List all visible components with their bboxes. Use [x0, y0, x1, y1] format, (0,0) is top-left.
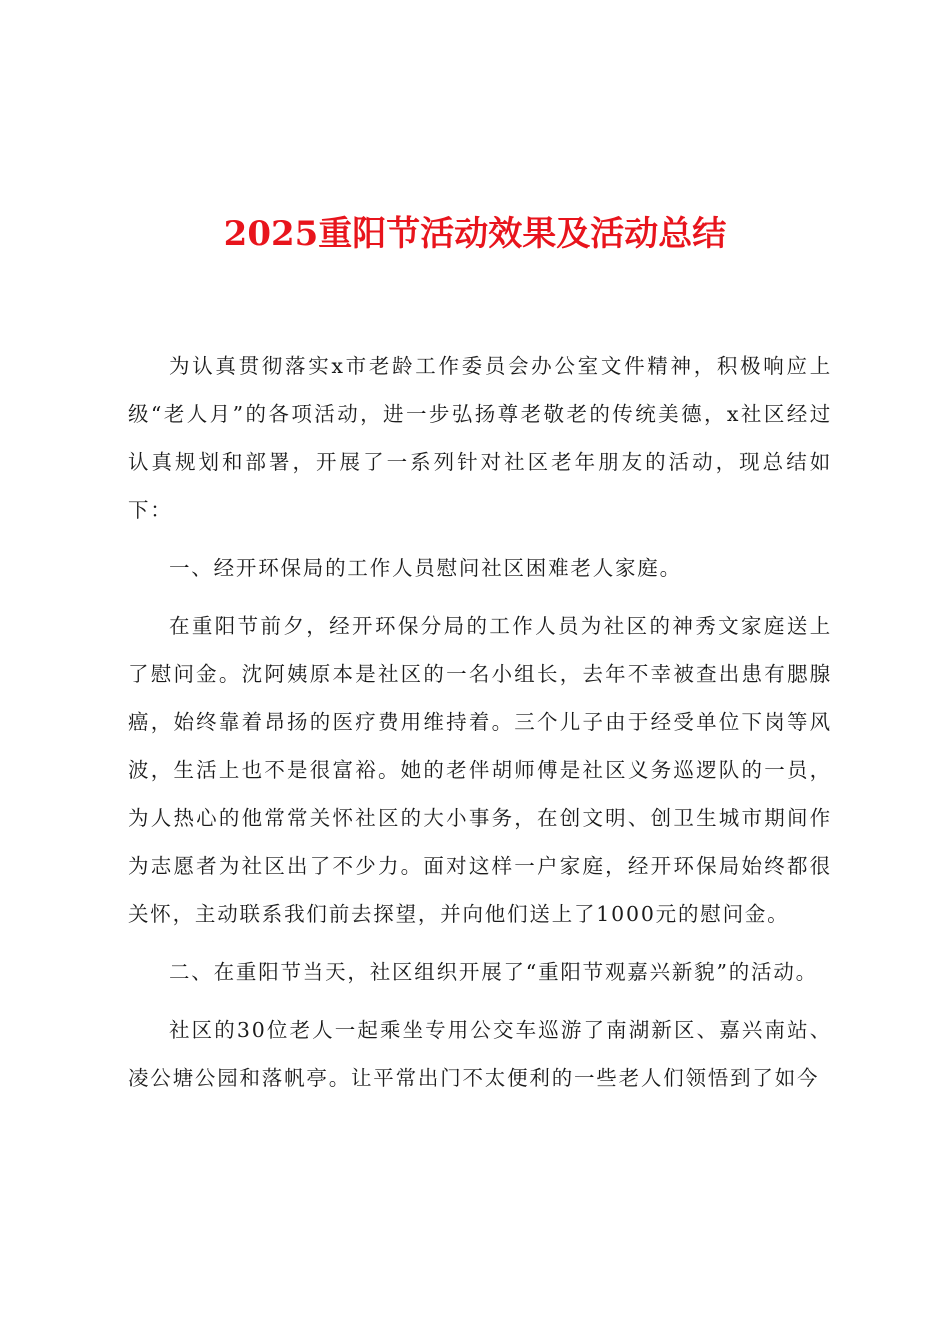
document-title: 2025重阳节活动效果及活动总结: [223, 214, 727, 254]
section-paragraph-2: 社区的30位老人一起乘坐专用公交车巡游了南湖新区、嘉兴南站、凌公塘公园和落帆亭。让平常出门不太便利的一些老人们领悟到了如今: [128, 1018, 832, 1090]
intro-paragraph: 为认真贯彻落实x市老龄工作委员会办公室文件精神，积极响应上级“老人月”的各项活动，进一步弘扬尊老敬老的传统美德，x社区经过认真规划和部署，开展了一系列针对社区老年朋友的活动，现总结如下：: [128, 354, 832, 522]
section-heading-2: 二、在重阳节当天，社区组织开展了“重阳节观嘉兴新貌”的活动。: [169, 960, 818, 984]
section-paragraph-1: 在重阳节前夕，经开环保分局的工作人员为社区的神秀文家庭送上了慰问金。沈阿姨原本是社区的一名小组长，去年不幸被查出患有腮腺癌，始终靠着昂扬的医疗费用维持着。三个儿子由于经受单位下岗等风波，生活上也不是很富裕。她的老伴胡师傅是社区义务巡逻队的一员，为人热心的他常常关怀社区的大小事务，在创文明、创卫生城市期间作为志愿者为社区出了不少力。面对这样一户家庭，经开环保局始终都很关怀，主动联系我们前去探望，并向他们送上了1000元的慰问金。: [128, 614, 832, 926]
document-body: [128, 342, 832, 1102]
section-heading-1: 一、经开环保局的工作人员慰问社区困难老人家庭。: [169, 556, 682, 580]
